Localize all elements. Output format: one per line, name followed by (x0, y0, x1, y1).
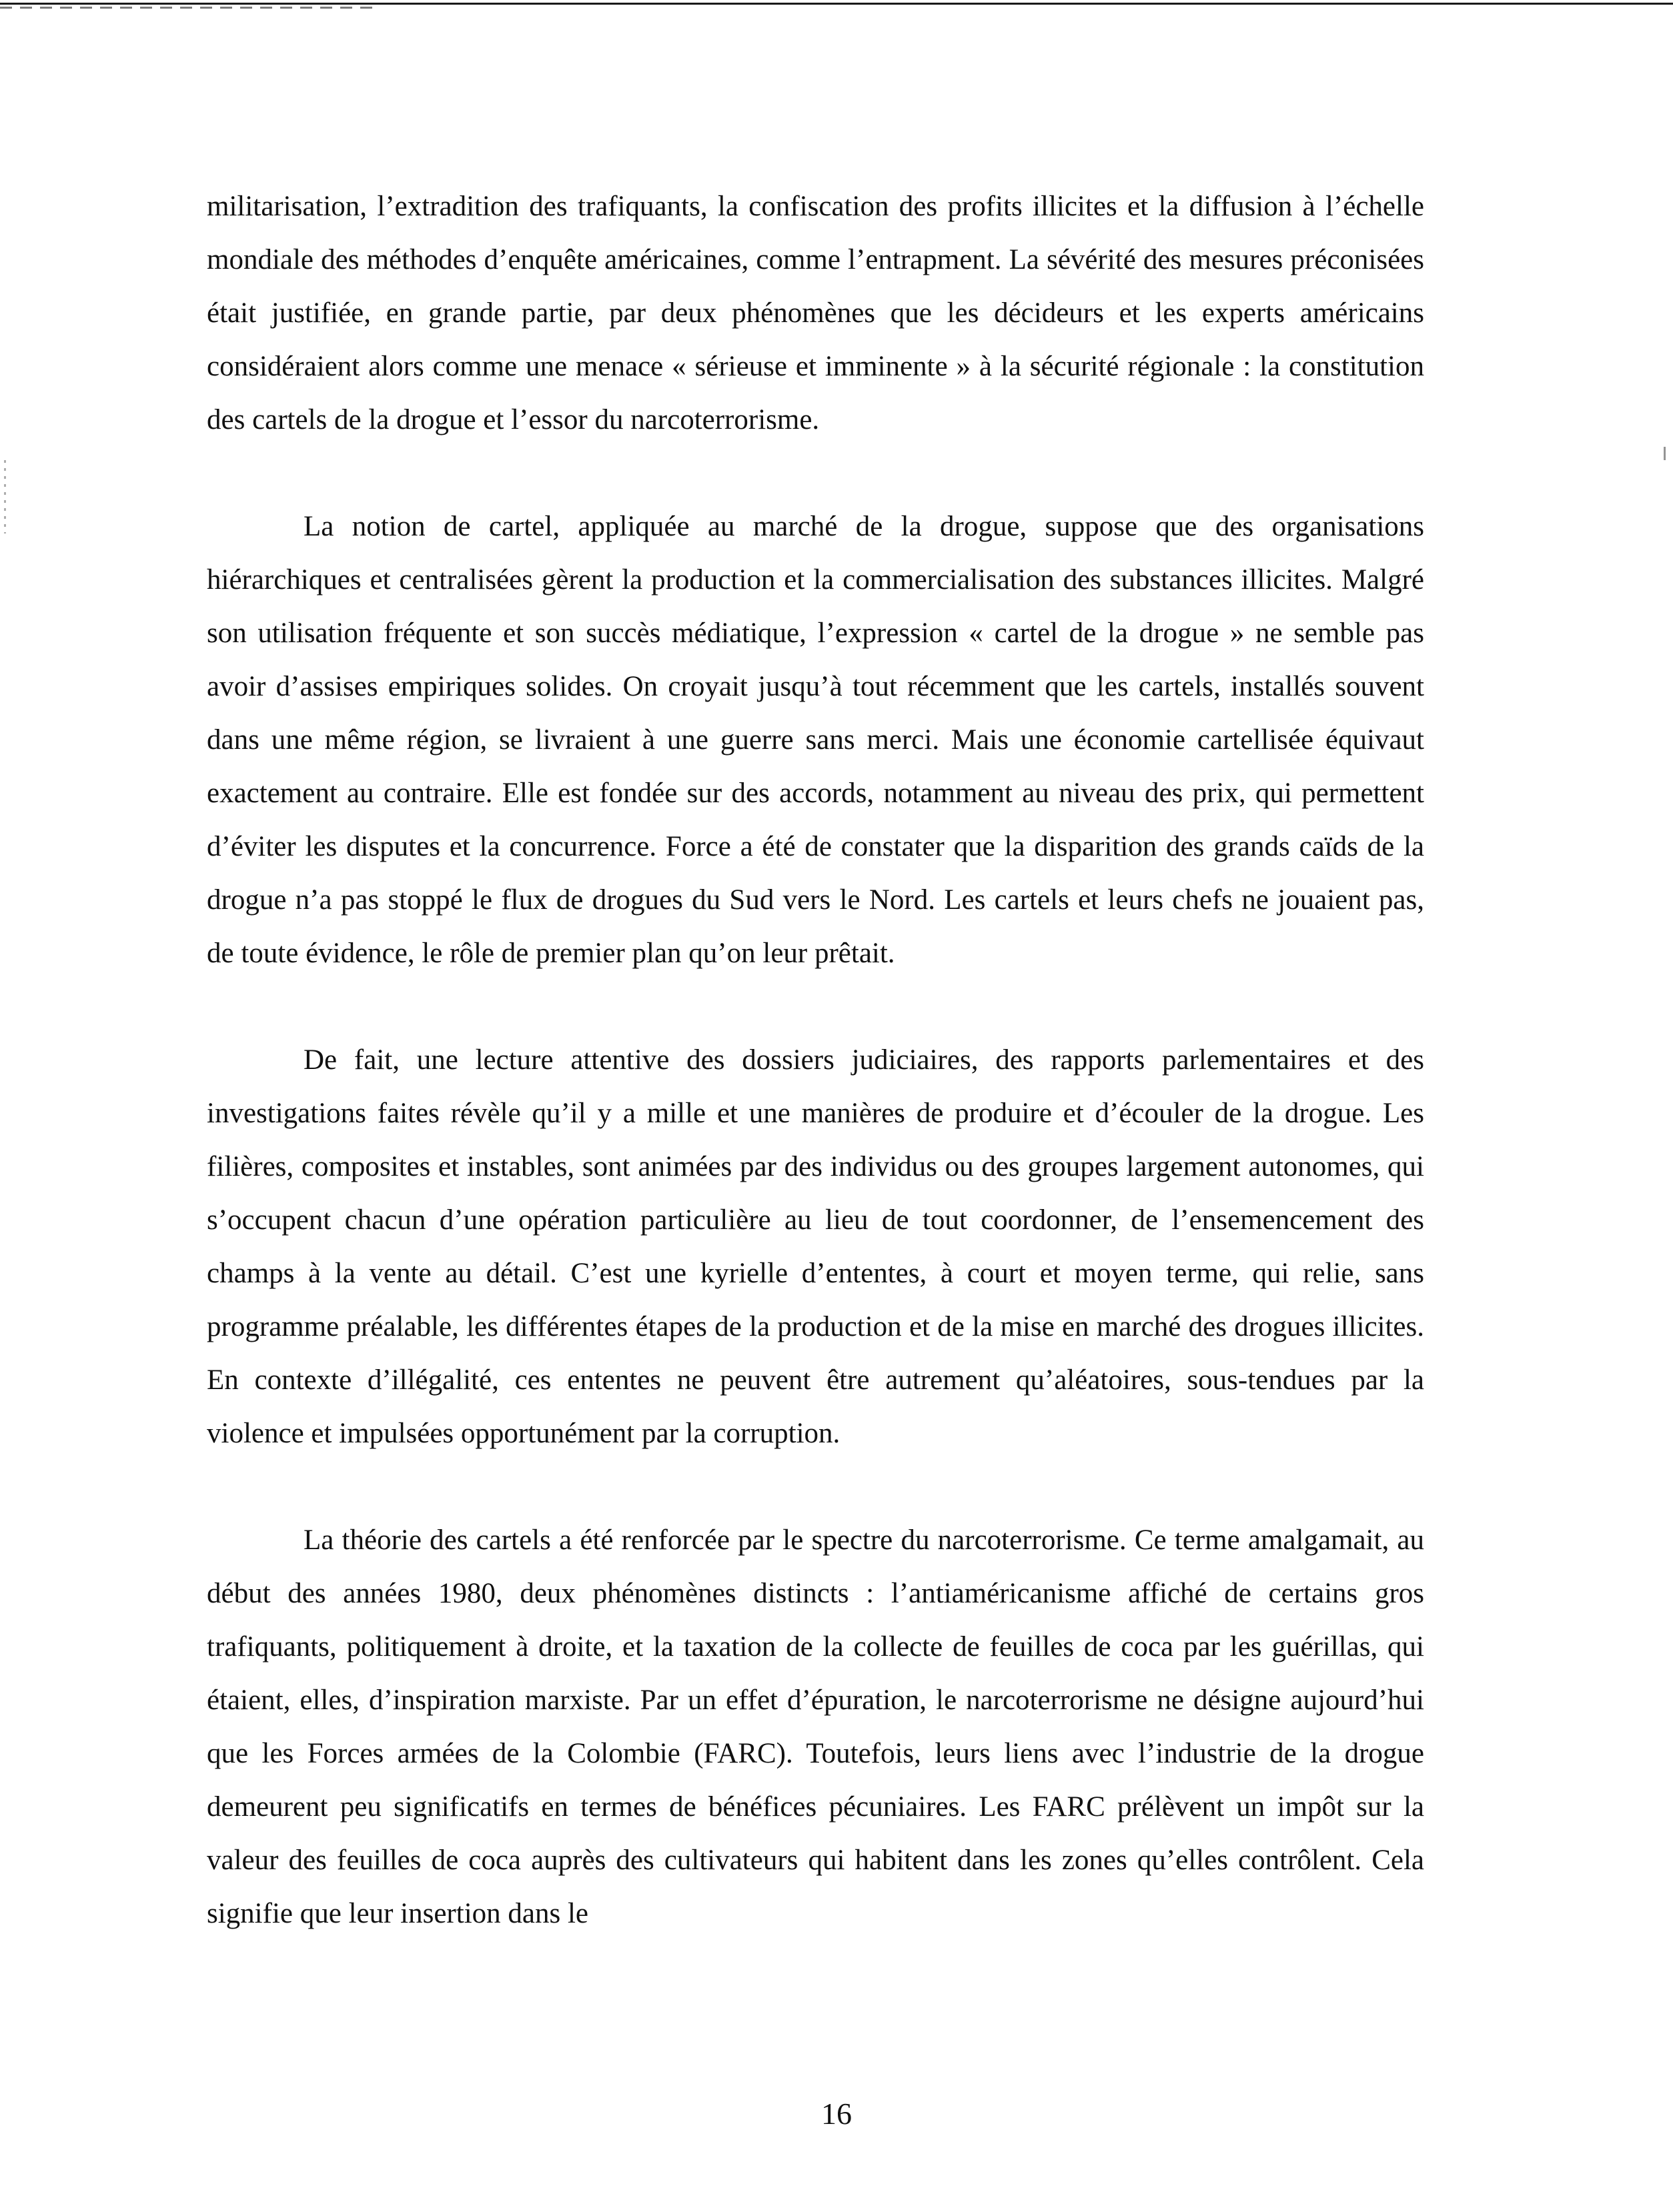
scan-border-line (0, 3, 1673, 5)
scan-right-speck (1664, 447, 1666, 460)
scan-artifact (0, 7, 374, 9)
paragraph-1: militarisation, l’extradition des trafiquants, la confiscation des profits illicites et la diffusion à l’échelle mondiale des méthodes d’enquête américaines, comme l’entrapment. La sévérité des mesures préconisées était justifiée, en grande partie, par deux phénomènes que les décideurs et les experts américains considéraient alors comme une menace « sérieuse et imminente » à la sécurité régionale : la constitution des cartels de la drogue et l’essor du narcoterrorisme. (207, 191, 1424, 435)
paragraph-4: La théorie des cartels a été renforcée par le spectre du narcoterrorisme. Ce terme amalgamait, au début des années 1980, deux phénomènes distincts : l’antiaméricanisme affiché de certains gros trafiquants, politiquement à droite, et la taxation de la collecte de feuilles de coca par les guérillas, qui étaient, elles, d’inspiration marxiste. Par un effet d’épuration, le narcoterrorisme ne désigne aujourd’hui que les Forces armées de la Colombie (FARC). Toutefois, leurs liens avec l’industrie de la drogue demeurent peu significatifs en termes de bénéfices pécuniaires. Les FARC prélèvent un impôt sur la valeur des feuilles de coca auprès des cultivateurs qui habitent dans les zones qu’elles contrôlent. Cela signifie que leur insertion dans le (207, 1524, 1424, 1929)
document-body (207, 180, 1424, 1941)
scan-margin-specks (4, 460, 6, 533)
paragraph-2: La notion de cartel, appliquée au marché de la drogue, suppose que des organisations hiérarchiques et centralisées gèrent la production et la commercialisation des substances illicites. Malgré son utilisation fréquente et son succès médiatique, l’expression « cartel de la drogue » ne semble pas avoir d’assises empiriques solides. On croyait jusqu’à tout récemment que les cartels, installés souvent dans une même région, se livraient à une guerre sans merci. Mais une économie cartellisée équivaut exactement au contraire. Elle est fondée sur des accords, notamment au niveau des prix, qui permettent d’éviter les disputes et la concurrence. Force a été de constater que la disparition des grands caïds de la drogue n’a pas stoppé le flux de drogues du Sud vers le Nord. Les cartels et leurs chefs ne jouaient pas, de toute évidence, le rôle de premier plan qu’on leur prêtait. (207, 511, 1424, 969)
paragraph-3: De fait, une lecture attentive des dossiers judiciaires, des rapports parlementaires et des investigations faites révèle qu’il y a mille et une manières de produire et d’écouler de la drogue. Les filières, composites et instables, sont animées par des individus ou des groupes largement autonomes, qui s’occupent chacun d’une opération particulière au lieu de tout coordonner, de l’ensemencement des champs à la vente au détail. C’est une kyrielle d’ententes, à court et moyen terme, qui relie, sans programme préalable, les différentes étapes de la production et de la mise en marché des drogues illicites. En contexte d’illégalité, ces ententes ne peuvent être autrement qu’aléatoires, sous-tendues par la violence et impulsées opportunément par la corruption. (207, 1044, 1424, 1449)
page-number: 16 (821, 2097, 852, 2131)
